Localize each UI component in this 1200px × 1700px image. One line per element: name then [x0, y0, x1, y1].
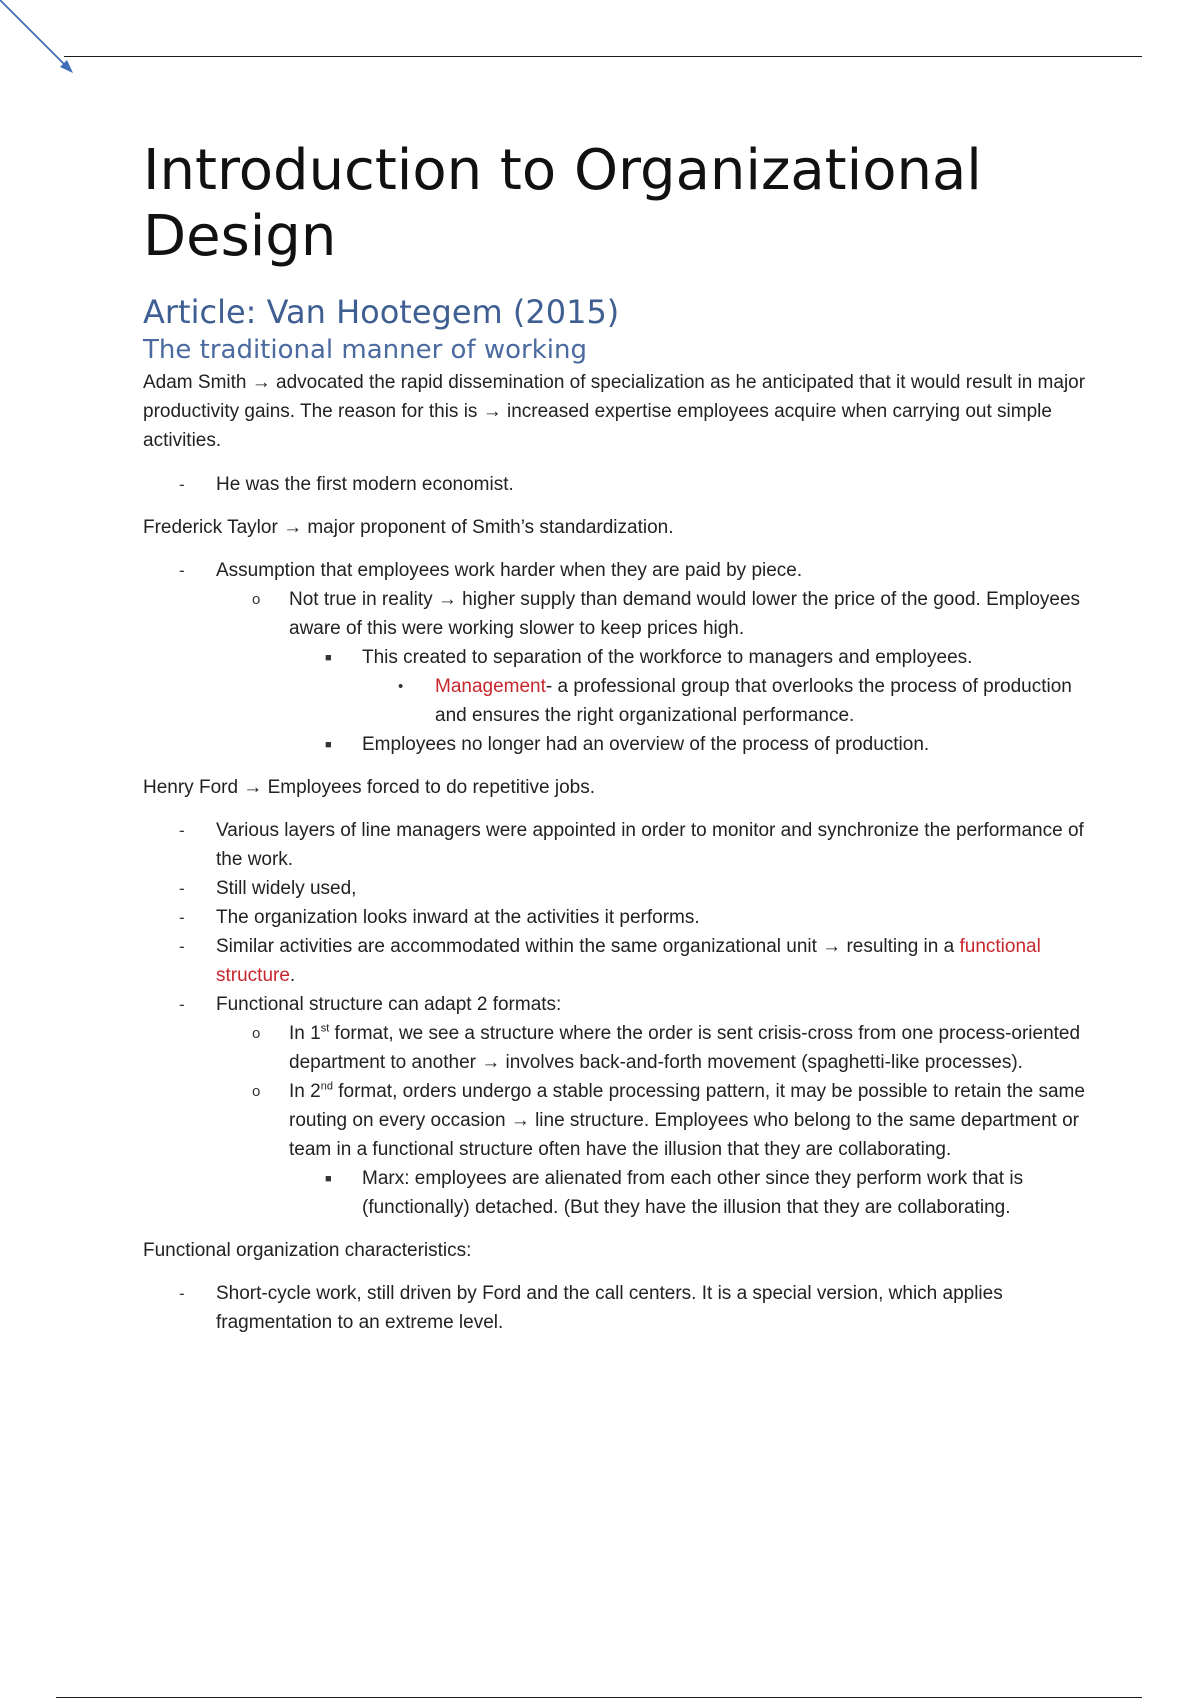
document-body	[143, 138, 1088, 1351]
list-item	[143, 556, 1088, 585]
dash-marker: -	[179, 1284, 185, 1303]
superscript: st	[320, 1022, 330, 1035]
list-item-text: This created to separation of the workforce to managers and employees.	[362, 647, 973, 668]
list-item	[143, 470, 1088, 499]
list-item-text: Assumption that employees work harder when they are paid by piece.	[216, 560, 803, 581]
functional-structure-term: functional structure	[216, 936, 1041, 986]
functional-paragraph: Functional organization characteristics:	[143, 1240, 472, 1261]
list-item	[143, 990, 1088, 1019]
dash-marker: -	[179, 908, 185, 927]
smith-list	[143, 470, 1088, 499]
list-item-text: Still widely used,	[216, 878, 357, 899]
list-item	[143, 1279, 1088, 1337]
dash-marker: -	[179, 937, 185, 956]
list-item-text: - a professional group that overlooks the process of production and ensures the right organizational performance.	[435, 676, 1072, 726]
smith-paragraph: Adam Smith → advocated the rapid dissemination of specialization as he anticipated that it would result in major productivity gains. The reason for this is → increased expertise employees acquire when carrying out simple activities.	[143, 372, 1086, 451]
article-heading: Article: Van Hootegem (2015)	[143, 293, 620, 331]
square-marker: ■	[325, 739, 332, 751]
list-item-text: Short-cycle work, still driven by Ford and the call centers. It is a special version, which applies fragmentation to an extreme level.	[216, 1283, 1003, 1333]
list-item-text: Similar activities are accommodated within the same organizational unit → resulting in a	[216, 936, 960, 957]
dash-marker: -	[179, 879, 185, 898]
dash-marker: -	[179, 475, 185, 494]
dash-marker: -	[179, 561, 185, 580]
circle-marker: o	[252, 1025, 261, 1042]
list-item-text: In 2	[289, 1081, 321, 1102]
functional-list	[143, 1279, 1088, 1337]
list-item-text: Not true in reality → higher supply than demand would lower the price of the good. Employees aware of this were working slower to keep prices high.	[289, 589, 1081, 639]
list-item	[143, 1164, 1088, 1222]
square-marker: ■	[325, 652, 332, 664]
list-item-text: Functional structure can adapt 2 formats:	[216, 994, 562, 1015]
management-term: Management	[435, 676, 546, 697]
footer-rule	[56, 1697, 1142, 1698]
ford-list	[143, 816, 1088, 1222]
list-item-text: .	[289, 965, 296, 986]
section-heading: The traditional manner of working	[143, 335, 588, 365]
list-item-text: In 1	[289, 1023, 321, 1044]
list-item	[143, 874, 1088, 903]
header-rule	[64, 56, 1142, 57]
corner-arrow-icon	[0, 0, 90, 90]
document-title: Introduction to Organizational Design	[143, 138, 982, 269]
superscript: nd	[320, 1080, 333, 1093]
list-item	[143, 1077, 1088, 1164]
list-item-text: format, we see a structure where the order is sent crisis-cross from one process-oriented department to another → involves back-and-forth movement (spaghetti-like processes).	[289, 1023, 1081, 1073]
list-item-text: format, orders undergo a stable processing pattern, it may be possible to retain the same routing on every occasion → line structure. Employees who belong to the same department or team in a functional structure often have the illusion that they are collaborating.	[289, 1081, 1085, 1160]
circle-marker: o	[252, 1083, 261, 1100]
square-marker: ■	[325, 1173, 332, 1185]
taylor-paragraph: Frederick Taylor → major proponent of Smith’s standardization.	[143, 517, 674, 538]
list-item	[143, 585, 1088, 643]
list-item	[143, 903, 1088, 932]
bullet-marker: •	[398, 678, 404, 695]
dash-marker: -	[179, 821, 185, 840]
list-item	[143, 816, 1088, 874]
list-item-text: Employees no longer had an overview of the process of production.	[362, 734, 930, 755]
list-item	[143, 643, 1088, 672]
list-item	[143, 730, 1088, 759]
ford-paragraph: Henry Ford → Employees forced to do repetitive jobs.	[143, 777, 595, 798]
taylor-list	[143, 556, 1088, 759]
list-item-text: He was the first modern economist.	[216, 474, 514, 495]
list-item-text: The organization looks inward at the activities it performs.	[216, 907, 700, 928]
dash-marker: -	[179, 995, 185, 1014]
list-item-text: Various layers of line managers were appointed in order to monitor and synchronize the performance of the work.	[216, 820, 1084, 870]
circle-marker: o	[252, 591, 261, 608]
list-item	[143, 672, 1088, 730]
list-item-text: Marx: employees are alienated from each other since they perform work that is (functionally) detached. (But they have the illusion that they are collaborating.	[362, 1168, 1024, 1218]
list-item	[143, 1019, 1088, 1077]
list-item	[143, 932, 1088, 990]
